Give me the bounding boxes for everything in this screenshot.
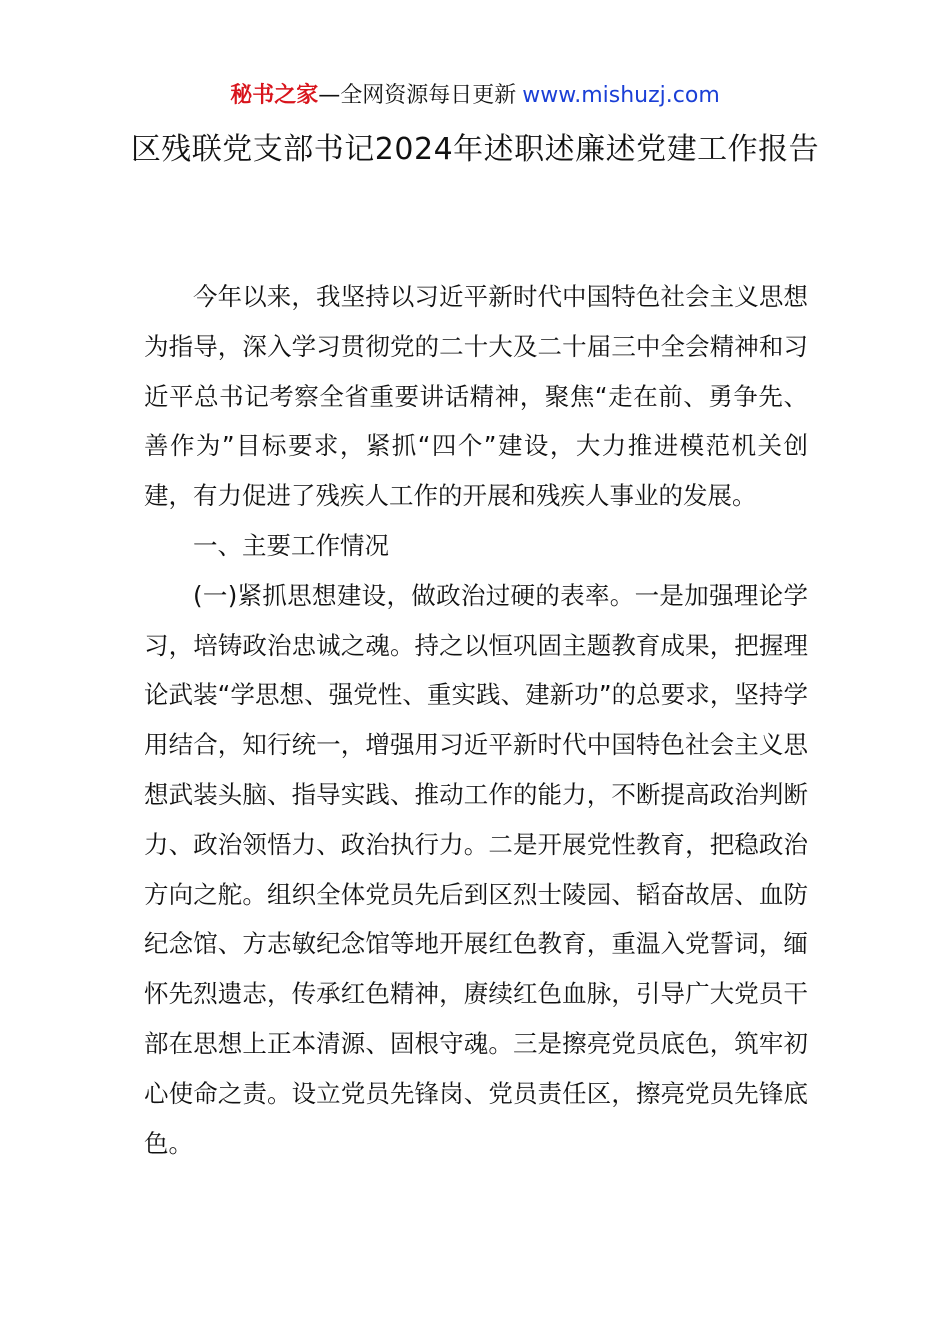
site-tagline: —全网资源每日更新 [318, 83, 517, 108]
site-brand: 秘书之家 [230, 83, 319, 108]
site-header [0, 80, 950, 112]
section-heading: 一、主要工作情况 [193, 530, 389, 560]
body-paragraph: (一)紧抓思想建设，做政治过硬的表率。一是加强理论学习，培铸政治忠诚之魂。持之以恒巩固主题教育成果，把握理论武装“学思想、强党性、重实践、建新功”的总要求，坚持学用结合，知行统一，增强用习近平新时代中国特色社会主义思想武装头脑、指导实践、推动工作的能力，不断提高政治判断力、政治领悟力、政治执行力。二是开展党性教育，把稳政治方向之舵。组织全体党员先后到区烈士陵园、韬奋故居、血防纪念馆、方志敏纪念馆等地开展红色教育，重温入党誓词，缅怀先烈遗志，传承红色精神，赓续红色血脉，引导广大党员干部在思想上正本清源、固根守魂。三是擦亮党员底色，筑牢初心使命之责。设立党员先锋岗、党员责任区，擦亮党员先锋底色。 [144, 580, 808, 1158]
document-title: 区残联党支部书记2024年述职述廉述党建工作报告 [130, 132, 820, 167]
document-body [144, 272, 808, 1168]
intro-paragraph: 今年以来，我坚持以习近平新时代中国特色社会主义思想为指导，深入学习贯彻党的二十大及二十届三中全会精神和习近平总书记考察全省重要讲话精神，聚焦“走在前、勇争先、善作为”目标要求，紧抓“四个”建设，大力推进模范机关创建，有力促进了残疾人工作的开展和残疾人事业的发展。 [144, 282, 808, 511]
site-url-link[interactable]: www.mishuzj.com [522, 83, 720, 108]
